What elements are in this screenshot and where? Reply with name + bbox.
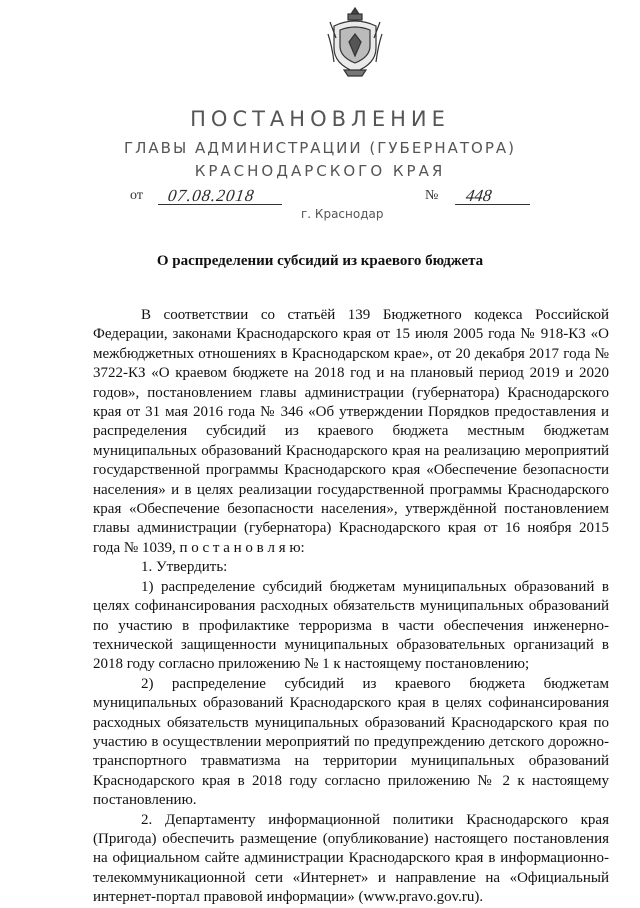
document-title: О распределении субсидий из краевого бюджета <box>156 253 484 269</box>
paragraph-item-1: 1. Утвердить: <box>141 559 228 576</box>
paragraph-item-1-2: 2) распределение субсидий из краевого бюджета бюджетам муниципальных образований Краснодарского края в целях софинансирования расходных обязательств муниципальных образований Краснодарского края по участию в осуществлении мероприятий по предупреждению детского дорожно-транспортного травматизма на территории муниципальных образований Краснодарского края в 2018 году согласно приложению № 2 к настоящему постановлению. <box>93 675 609 809</box>
document-body <box>93 306 609 908</box>
city-label: г. Краснодар <box>301 207 384 221</box>
header-subtitle-authority: ГЛАВЫ АДМИНИСТРАЦИИ (ГУБЕРНАТОРА) <box>123 139 517 157</box>
header-title: ПОСТАНОВЛЕНИЕ <box>190 107 450 131</box>
number-value: 448 <box>464 186 493 205</box>
paragraph-item-1-1: 1) распределение субсидий бюджетам муниципальных образований в целях софинансирования расходных обязательств муниципальных образований по участию в профилактике терроризма в части обеспечения инженерно-технической защищенности муниципальных образовательных организаций в 2018 году согласно приложению № 1 к настоящему постановлению; <box>93 578 609 673</box>
coat-of-arms-icon <box>326 4 384 80</box>
paragraph-preamble: В соответствии со статьёй 139 Бюджетного кодекса Российской Федерации, законами Краснодарского края от 15 июля 2005 года № 918-КЗ «О межбюджетных отношениях в Краснодарском крае», от 20 декабря 2017 года № 3722-КЗ «О краевом бюджете на 2018 год и на плановый период 2019 и 2020 годов», постановлением главы администрации (губернатора) Краснодарского края от 31 мая 2016 года № 346 «Об утверждении Порядков предоставления и распределения субсидий из краевого бюджета местным бюджетам муниципальных образований Краснодарского края на реализацию мероприятий государственной программы Краснодарского края «Обеспечение безопасности населения» и в целях реализации государственной программы Краснодарского края «Обеспечение безопасности населения», утверждённой постановлением главы администрации (губернатора) Краснодарского края от 16 ноября 2015 года № 1039, п о с т а н о в л я ю: <box>93 307 609 556</box>
number-label: № <box>425 188 439 203</box>
date-value: 07.08.2018 <box>166 186 256 205</box>
header-subtitle-region: КРАСНОДАРСКОГО КРАЯ <box>194 162 446 180</box>
paragraph-item-2: 2. Департаменту информационной политики Краснодарского края (Пригода) обеспечить размещение (опубликование) настоящего постановления на официальном сайте администрации Краснодарского края в информационно-телекоммуникационной сети «Интернет» и направление на «Официальный интернет-портал правовой информации» (www.pravo.gov.ru). <box>93 811 609 906</box>
date-label: от <box>130 188 143 203</box>
